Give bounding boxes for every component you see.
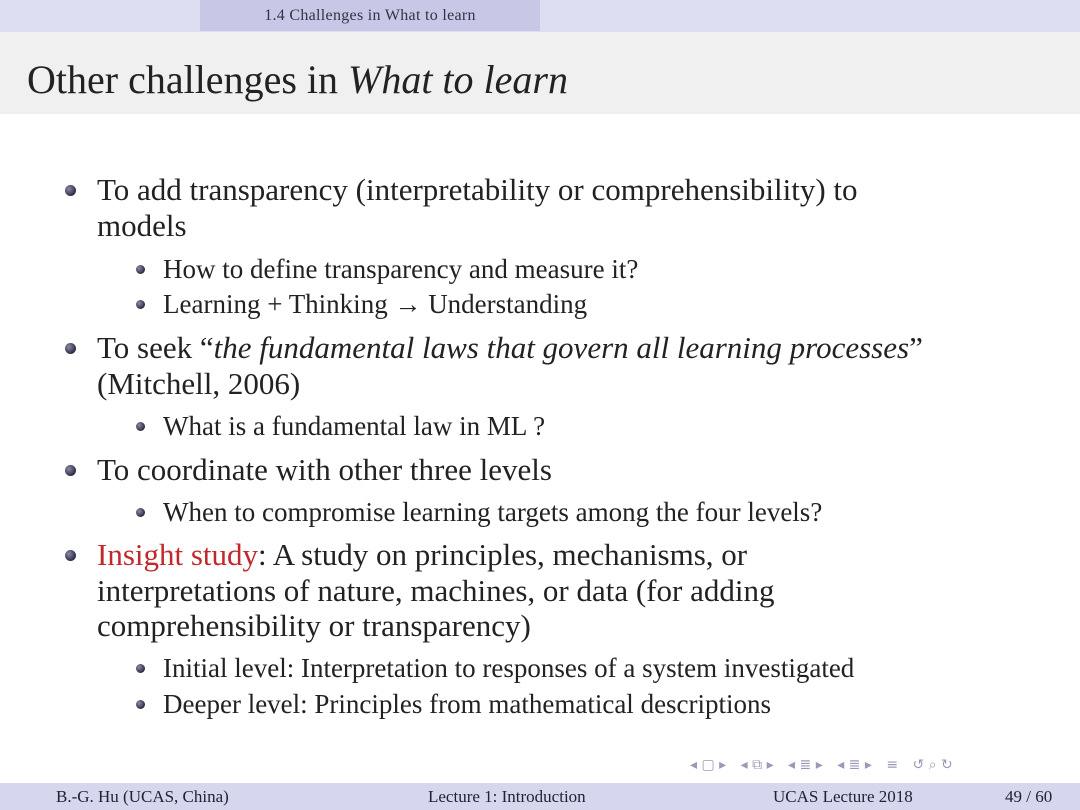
item-prefix: To seek “ (97, 330, 214, 365)
item-line (97, 330, 1002, 366)
bullet-item-coordinate (97, 452, 1002, 488)
sub-bullet-icon (136, 300, 145, 309)
nav-search-icon[interactable]: ↺ ⌕ ↻ (912, 757, 953, 773)
sub-bullet-icon (136, 265, 145, 274)
bullet-item-fundamental-laws (97, 330, 1002, 401)
footer-page-number: 49 / 60 (1005, 787, 1053, 806)
bullet-item-insight-study (97, 537, 1002, 644)
item-line (97, 537, 1002, 573)
section-title[interactable]: 1.4 Challenges in What to learn (200, 0, 540, 31)
nav-align-icon[interactable]: ≡ (886, 757, 899, 773)
nav-frame-icon[interactable]: ◂ ▢ ▸ (690, 757, 727, 773)
bullet-icon (65, 343, 76, 354)
sub-item (163, 253, 1043, 285)
sub-item (163, 410, 1043, 442)
item-line: comprehensibility or transparency) (97, 608, 531, 643)
title-bar (0, 32, 1080, 114)
bullet-icon (65, 550, 76, 561)
sub-item (163, 288, 1043, 320)
footer-bar (0, 783, 1080, 810)
nav-subsection-icon[interactable]: ◂ ⧉ ▸ (740, 757, 774, 773)
bullet-icon (65, 185, 76, 196)
insight-study-term: Insight study (97, 537, 259, 572)
sub-bullet-icon (136, 664, 145, 673)
item-suffix: ” (909, 330, 923, 365)
title-plain: Other challenges in (27, 57, 348, 102)
header-bar (0, 0, 1080, 32)
nav-subsection-list-icon[interactable]: ◂ ≣ ▸ (837, 757, 872, 773)
item-line: models (97, 207, 187, 243)
sub-item-text: What is a fundamental law in ML ? (163, 411, 546, 441)
sub-bullet-icon (136, 700, 145, 709)
item-text: : A study on principles, mechanisms, or (258, 537, 748, 572)
footer-lecture[interactable]: Lecture 1: Introduction (428, 787, 586, 806)
bullet-item-transparency (97, 172, 1002, 243)
item-line: (Mitchell, 2006) (97, 365, 301, 401)
footer-venue[interactable]: UCAS Lecture 2018 (773, 787, 913, 806)
navigation-symbols (690, 757, 1075, 779)
sub-bullet-icon (136, 508, 145, 517)
title-italic: What to learn (348, 57, 568, 102)
sub-item (163, 688, 1043, 720)
sub-bullet-icon (136, 422, 145, 431)
item-line: interpretations of nature, machines, or data (for adding (97, 572, 775, 608)
item-quote: the fundamental laws that govern all learning processes (213, 330, 910, 365)
footer-author[interactable]: B.-G. Hu (UCAS, China) (56, 787, 229, 806)
nav-section-icon[interactable]: ◂ ≣ ▸ (788, 757, 823, 773)
sub-item-text: When to compromise learning targets among the four levels? (163, 497, 823, 527)
page-title (27, 56, 568, 103)
item-line: To add transparency (interpretability or comprehensibility) to (97, 172, 858, 207)
sub-item-text: Deeper level: Principles from mathematical descriptions (163, 689, 772, 719)
item-line: To coordinate with other three levels (97, 452, 552, 487)
sub-item-text: Initial level: Interpretation to responses of a system investigated (163, 653, 855, 683)
sub-item (163, 652, 1043, 684)
sub-item (163, 496, 1043, 528)
sub-item-text: How to define transparency and measure it? (163, 254, 639, 284)
bullet-icon (65, 465, 76, 476)
sub-item-text: Learning + Thinking → Understanding (163, 289, 588, 319)
